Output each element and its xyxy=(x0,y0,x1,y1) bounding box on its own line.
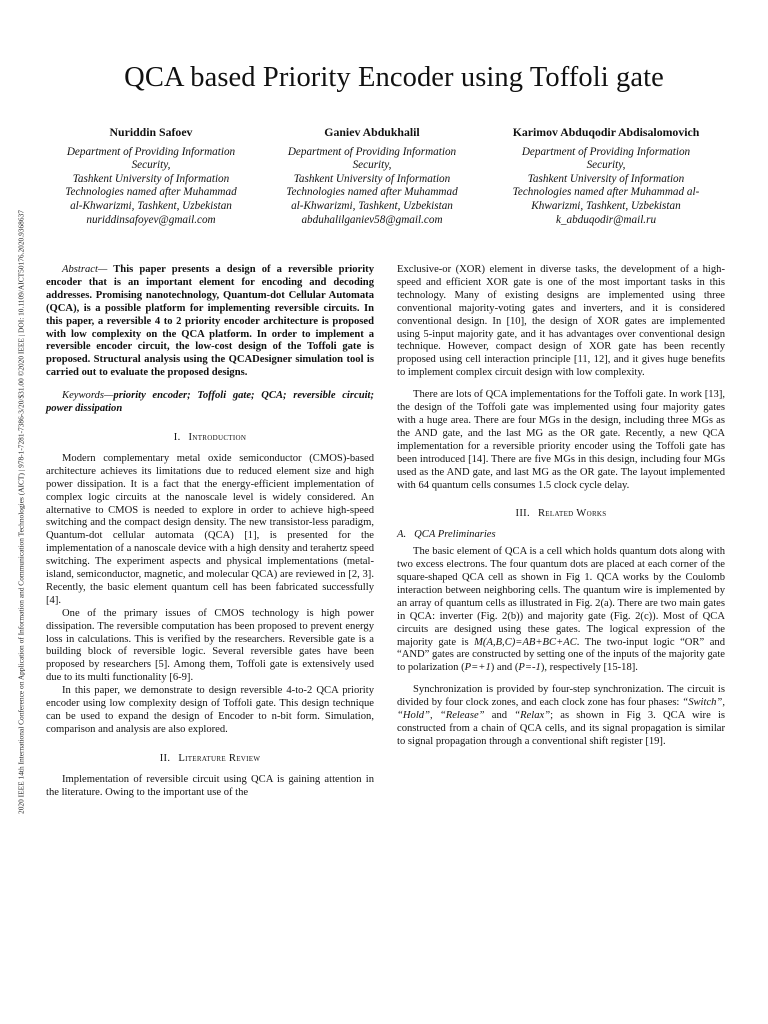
section-number: III. xyxy=(515,508,530,520)
author-affiliation-line: Department of Providing Information xyxy=(287,145,457,158)
text-run: ; as shown in Fig 3. QCA wire is constructed from a chain of QCA cells, and its signal propagation is similar to signal propagation through a conventional shift register [19]. xyxy=(397,710,726,747)
author-affiliation-line: Technologies named after Muhammad al- xyxy=(512,186,700,199)
author-name: Karimov Abduqodir Abdisalomovich xyxy=(512,125,700,139)
section-heading-related-works xyxy=(397,508,725,521)
author-affiliation-line: Tashkent University of Information xyxy=(72,172,230,185)
section-heading-introduction xyxy=(46,432,374,445)
author-affiliation-line: Technologies named after Muhammad xyxy=(286,186,458,199)
section-title: Introduction xyxy=(188,431,247,443)
author-name: Ganiev Abdukhalil xyxy=(324,125,420,139)
author-affiliation-line: Department of Providing Information xyxy=(66,145,236,158)
phase-switch: “Switch” xyxy=(682,697,723,709)
author-affiliation-line: Security, xyxy=(352,159,392,172)
keywords-text: priority encoder; Toffoli gate; QCA; reversible circuit; power dissipation xyxy=(46,390,374,415)
left-column xyxy=(46,264,374,800)
section-number: II. xyxy=(159,752,171,764)
author-block-2 xyxy=(267,126,477,227)
text-run: . The two-input logic “OR” and “AND” gates are constructed by setting one of the inputs of the majority gate to polarization ( xyxy=(397,636,725,674)
paper-title: QCA based Priority Encoder using Toffoli gate xyxy=(124,62,664,93)
text-run: , xyxy=(429,710,440,722)
abstract-text: This paper presents a design of a reversible priority encoder that is an important element for encoding and decoding addresses. Promising nanotechnology, Quantum-dot Cellular Automata (QCA), is a possible platform for implementing reversible circuits. In this paper, a reversible 4 to 2 priority encoder architecture is proposed with low complexity on the QCA platform. In order to implement a reversible encoder circuit, the low-cost design of the Toffoli gate is proposed. Structural analysis using the QCADesigner simulation tool is carried out to evaluate the proposed designs. xyxy=(46,264,374,379)
text-run: , xyxy=(722,697,725,709)
subsection-title: QCA Preliminaries xyxy=(414,529,496,541)
majority-expression: M(A,B,C)=AB+BC+AC xyxy=(474,636,577,648)
text-run: and xyxy=(484,710,515,722)
author-block-1 xyxy=(46,126,256,227)
phase-hold: “Hold” xyxy=(397,710,430,722)
author-name: Nuriddin Safoev xyxy=(109,125,193,139)
body-paragraph: Modern complementary metal oxide semiconductor (CMOS)-based architecture achieves its limitations due to reduced element size and high power dissipation. It is a fact that the energy-efficient implementation of complex logic circuits at the nanoscale level is widely considered. An alternative to CMOS is needed to explore in order to achieve high-speed switching and the compact design density. The new transistor-less paradigm, Quantum-dot cellular automata (QCA) [1], is presented for the implementation of a nanoscale device with a high density and terahertz speed switching. The experiment aspects and physical implementations (metal-island, semiconductor, magnetic, and molecular QCA) are reviewed in [2, 3]. Recently, the basic element quantum cell has been fabricated successfully [4]. xyxy=(46,452,374,606)
body-paragraph: There are lots of QCA implementations for the Toffoli gate. In work [13], the design of the Toffoli gate was implemented using four majority gates with a huge area. There are four MGs in the design, including three MGs as the AND gate, and the last MG as the OR gate. Recently, a new QCA implementation for a reversible priority encoder using the Toffoli gate has been introduced [14]. There are five MGs in this design, including four MGs used as the AND gate, and last MG as the OR gate. The layout implemented with 64 quantum cells consumes 1.5 clock cycle delay. xyxy=(397,389,725,491)
body-paragraph: Exclusive-or (XOR) element in diverse tasks, the development of a high-speed and efficient XOR gate is one of the most important tasks in this technology. Many of existing designs are implemented using three conventional majority-voting gates and inverters, and it is considered conventional design. In [10], the design of XOR gates are implemented using 5-input majority gate, and it has advantages over conventional design technique. However, compact design of XOR gate has been recently proposed using cell interaction principle [11, 12], and it gives huge benefits to implement complex circuit design with low complexity. xyxy=(397,264,725,379)
author-affiliation-line: al-Khwarizmi, Tashkent, Uzbekistan xyxy=(291,199,453,212)
body-paragraph: One of the primary issues of CMOS technology is high power dissipation. The reversible computation has been proposed to prevent energy loss in calculations. This is verified by the researchers. Reversible gate is a building block of reversible logic. Several reversible gates have been proposed by researchers [5]. Among them, Toffoli gate is extensively used due to its multi functionality [6-9]. xyxy=(46,607,374,684)
section-title: Related Works xyxy=(537,508,607,520)
body-paragraph: In this paper, we demonstrate to design reversible 4-to-2 QCA priority encoder using low complexity design of Toffoli gate. This design technique can be used to expand the design of Encoder to n-bit form. Simulation, comparison and analysis are also explored. xyxy=(46,685,374,735)
keywords-lead: Keywords— xyxy=(62,390,114,402)
body-paragraph xyxy=(397,546,725,675)
author-affiliation-line: Technologies named after Muhammad xyxy=(65,186,237,199)
author-affiliation-line: Khwarizmi, Tashkent, Uzbekistan xyxy=(531,199,681,212)
body-paragraph: Implementation of reversible circuit using QCA is gaining attention in the literature. Owing to the important use of the xyxy=(46,773,374,798)
phase-relax: “Relax” xyxy=(514,710,551,722)
author-block-3 xyxy=(497,126,715,227)
body-paragraph xyxy=(397,684,725,749)
author-affiliation-line: al-Khwarizmi, Tashkent, Uzbekistan xyxy=(70,199,232,212)
copyright-sidebar: 2020 IEEE 14th International Conference on Application of Information and Communication Technologies (AICT) | 978-1-7281-7386-3/20/$31.00 ©2020 IEEE | DOI: 10.1109/AICT50176.2020.9368637 xyxy=(16,210,26,814)
text-run: ), respectively [15-18]. xyxy=(540,662,638,674)
author-affiliation-line: Security, xyxy=(131,159,171,172)
author-affiliation-line: Tashkent University of Information xyxy=(293,172,451,185)
abstract xyxy=(46,264,374,380)
right-column xyxy=(397,264,725,749)
author-email: nuriddinsafoyev@gmail.com xyxy=(86,213,216,226)
text-run: ) and ( xyxy=(490,662,519,674)
subsection-number: A. xyxy=(397,529,407,541)
section-number: I. xyxy=(173,431,181,443)
section-heading-literature-review xyxy=(46,753,374,766)
text-run: Synchronization is provided by four-step synchronization. The circuit is divided by four clock zones, and each clock zone has four phases: xyxy=(397,684,725,709)
section-title: Literature Review xyxy=(178,752,261,764)
polarization-positive: P=+1 xyxy=(464,662,491,674)
phase-release: “Release” xyxy=(439,710,485,722)
text-run: The basic element of QCA is a cell which holds quantum dots along with two excess electrons. The four quantum dots are placed at each corner of the square-shaped QCA cell as shown in Fig 1. QCA works by the Coulomb interaction between neighboring cells. The quantum wire is implemented by an array of quantum cells as illustrated in Fig. 2(a). There are two main gates in QCA: inverter (Fig. 2(b)) and majority gate (Fig. 2(c)). Most of QCA circuits are designed using these gates. The logical expression of the majority gate is xyxy=(397,546,725,648)
subsection-heading-qca-preliminaries xyxy=(397,529,725,542)
polarization-negative: P=-1 xyxy=(518,662,541,674)
abstract-lead: Abstract— xyxy=(62,264,108,275)
author-affiliation-line: Department of Providing Information xyxy=(521,145,691,158)
author-affiliation-line: Security, xyxy=(586,159,626,172)
keywords xyxy=(46,390,374,416)
author-email: k_abduqodir@mail.ru xyxy=(555,213,657,226)
author-affiliation-line: Tashkent University of Information xyxy=(527,172,685,185)
author-email: abduhalilganiev58@gmail.com xyxy=(301,213,443,226)
